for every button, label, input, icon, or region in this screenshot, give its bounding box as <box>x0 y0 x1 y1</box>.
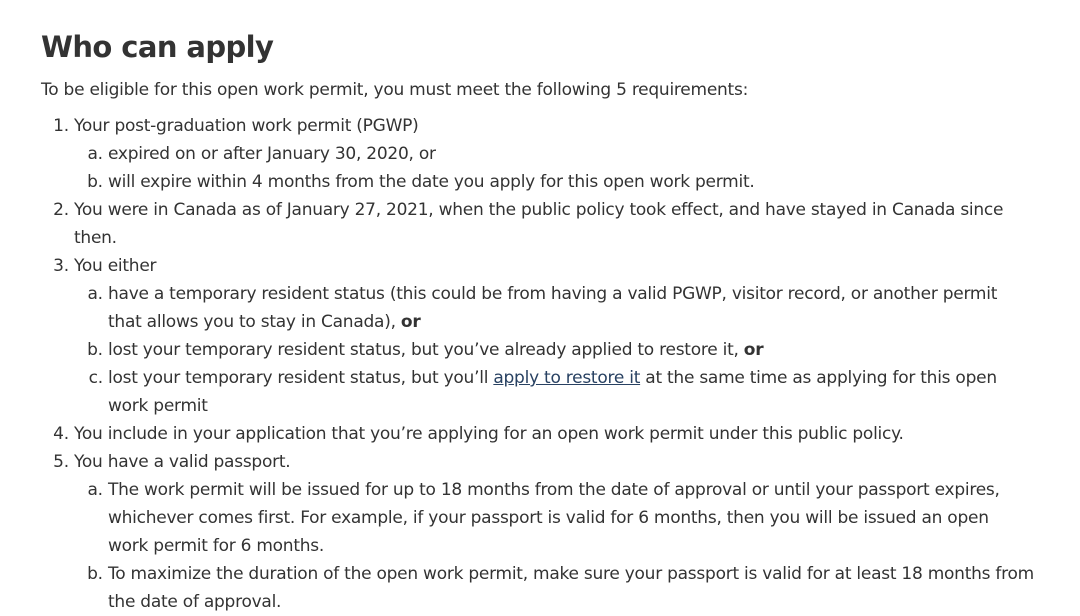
requirement-4 <box>74 420 1034 448</box>
requirement-1a-text: expired on or after January 30, 2020, or <box>108 144 436 164</box>
requirement-1a <box>108 140 1034 168</box>
requirement-1 <box>74 112 1034 196</box>
requirements-list <box>41 112 1034 616</box>
section-heading: Who can apply <box>41 30 274 64</box>
requirement-2-text: You were in Canada as of January 27, 2021, when the public policy took effect, and have stayed in Canada since then. <box>74 200 1004 248</box>
requirement-3c <box>108 364 1034 420</box>
requirement-3 <box>74 252 1034 420</box>
requirement-5-sublist <box>74 476 1034 616</box>
requirement-1b-text: will expire within 4 months from the date you apply for this open work permit. <box>108 172 755 192</box>
requirement-1-sublist <box>74 140 1034 196</box>
requirement-3a-text: have a temporary resident status (this could be from having a valid PGWP, visitor record, or another permit that allows you to stay in Canada), <box>108 284 998 332</box>
requirement-2 <box>74 196 1034 252</box>
requirement-1-text: Your post-graduation work permit (PGWP) <box>74 116 419 136</box>
requirement-3b <box>108 336 1034 364</box>
requirement-4-text: You include in your application that you’re applying for an open work permit under this public policy. <box>74 424 904 444</box>
requirement-5b <box>108 560 1034 616</box>
requirement-5a <box>108 476 1034 560</box>
requirement-5a-text: The work permit will be issued for up to 18 months from the date of approval or until your passport expires, whichever comes first. For example, if your passport is valid for 6 months, then you will be issued an open work permit for 6 months. <box>108 480 1000 556</box>
requirement-5b-text: To maximize the duration of the open work permit, make sure your passport is valid for at least 18 months from the date of approval. <box>108 564 1034 612</box>
intro-paragraph: To be eligible for this open work permit, you must meet the following 5 requirements: <box>41 80 749 100</box>
requirement-3-sublist <box>74 280 1034 420</box>
requirement-3b-or: or <box>743 340 764 360</box>
requirement-1b <box>108 168 1034 196</box>
requirement-3-text: You either <box>74 256 157 276</box>
requirement-3b-text: lost your temporary resident status, but you’ve already applied to restore it, <box>108 340 744 360</box>
apply-to-restore-link[interactable]: apply to restore it <box>493 368 641 388</box>
requirement-3c-text-after: at the same time as applying for this open work permit <box>108 368 997 416</box>
requirement-3a <box>108 280 1034 336</box>
requirement-5 <box>74 448 1034 616</box>
requirement-3c-text-before: lost your temporary resident status, but you’ll <box>108 368 494 388</box>
requirement-3a-or: or <box>400 312 421 332</box>
requirement-5-text: You have a valid passport. <box>74 452 291 472</box>
